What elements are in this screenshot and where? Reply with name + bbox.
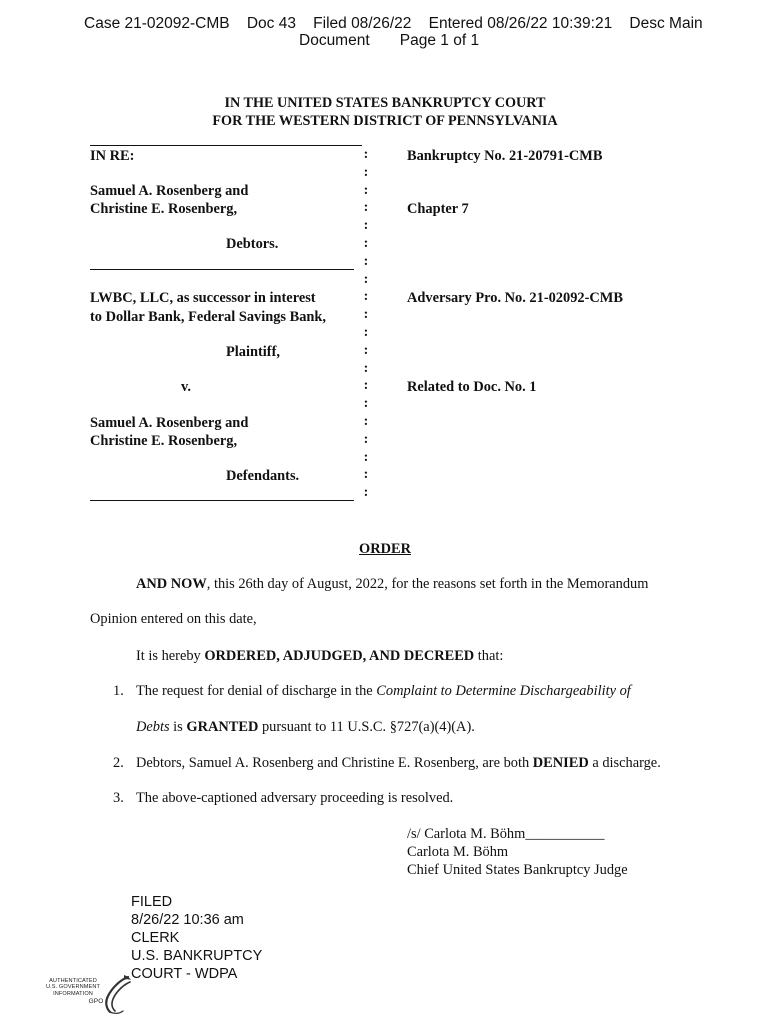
paragraph-2-post: that: xyxy=(474,648,504,664)
seal-gpo-text: GPO xyxy=(88,998,104,1005)
court-title-line2: FOR THE WESTERN DISTRICT OF PENNSYLVANIA xyxy=(212,113,558,129)
related-doc-number: Related to Doc. No. 1 xyxy=(407,379,537,395)
item-2-post: a discharge. xyxy=(588,755,661,771)
caption-in-re: IN RE: xyxy=(90,148,135,164)
paragraph-1-text: , this 26th day of August, 2022, for the reasons set forth in the Memorandum xyxy=(206,576,649,592)
seal-line: U.S. GOVERNMENT xyxy=(45,984,101,991)
filed-stamp-line: COURT - WDPA xyxy=(131,966,238,982)
ordered-adjudged-bold: ORDERED, ADJUDGED, AND DECREED xyxy=(204,648,475,664)
complaint-title-italic: Complaint to Determine Dischargeability of xyxy=(376,683,631,699)
item-1-line2 xyxy=(136,719,475,736)
caption-colon: : xyxy=(363,360,369,376)
filed-stamp-line: FILED xyxy=(131,894,173,910)
caption-colon: : xyxy=(363,378,369,394)
caption-colon: : xyxy=(363,307,369,323)
chapter-label: Chapter 7 xyxy=(407,201,469,217)
caption-colon: : xyxy=(363,253,369,269)
caption-debtors-line1: Samuel A. Rosenberg and xyxy=(90,183,249,199)
item-1-pre: The request for denial of discharge in the xyxy=(136,683,377,699)
judge-name: Carlota M. Böhm xyxy=(407,844,509,860)
order-title: ORDER xyxy=(359,541,411,557)
caption-colon: : xyxy=(363,164,369,180)
caption-versus: v. xyxy=(181,379,191,395)
caption-colon: : xyxy=(363,147,369,162)
paragraph-2-pre: It is hereby xyxy=(136,648,205,664)
filing-header-line1: Case 21-02092-CMB Doc 43 Filed 08/26/22 Entered 08/26/22 10:39:21 Desc Main xyxy=(84,15,703,32)
seal-line: AUTHENTICATED xyxy=(49,978,97,984)
item-2-text xyxy=(136,755,661,772)
caption-colon: : xyxy=(363,396,369,412)
caption-defendants-label: Defendants. xyxy=(226,468,300,484)
item-3-text: The above-captioned adversary proceeding is resolved. xyxy=(136,790,454,806)
caption-colon: : xyxy=(363,342,369,358)
bankruptcy-number: Bankruptcy No. 21-20791-CMB xyxy=(407,148,603,164)
filed-stamp-line: 8/26/22 10:36 am xyxy=(131,912,244,928)
caption-colon: : xyxy=(363,324,369,340)
caption-rule-top xyxy=(90,145,362,146)
order-paragraph-1-line2: Opinion entered on this date, xyxy=(90,611,257,627)
eagle-icon xyxy=(98,974,134,1016)
judge-title: Chief United States Bankruptcy Judge xyxy=(407,862,628,878)
caption-colon: : xyxy=(363,271,369,287)
granted-bold: GRANTED xyxy=(186,719,259,735)
item-2-pre: Debtors, Samuel A. Rosenberg and Christine E. Rosenberg, are both xyxy=(136,755,533,771)
adversary-number: Adversary Pro. No. 21-02092-CMB xyxy=(407,290,623,306)
seal-text xyxy=(42,978,104,997)
item-2-number: 2. xyxy=(113,755,124,771)
caption-defendants-line1: Samuel A. Rosenberg and xyxy=(90,415,249,431)
caption-colon: : xyxy=(363,289,369,305)
caption-colon: : xyxy=(363,485,369,501)
gpo-authentication-seal xyxy=(42,972,134,1018)
caption-colon: : xyxy=(363,200,369,216)
debts-italic: Debts xyxy=(136,719,170,735)
item-1-line1 xyxy=(136,683,631,700)
denied-bold: DENIED xyxy=(532,755,589,771)
caption-colon: : xyxy=(363,431,369,447)
caption-colon: : xyxy=(363,467,369,483)
signature-line: /s/ Carlota M. Böhm___________ xyxy=(407,826,605,842)
caption-plaintiff-line1: LWBC, LLC, as successor in interest xyxy=(90,290,316,306)
item-1-mid: is xyxy=(169,719,187,735)
filed-stamp-line: CLERK xyxy=(131,930,180,946)
caption-debtors-line2: Christine E. Rosenberg, xyxy=(90,201,238,217)
court-title-line1: IN THE UNITED STATES BANKRUPTCY COURT xyxy=(224,95,546,111)
and-now-bold: AND NOW xyxy=(136,576,207,592)
caption-colon-column xyxy=(362,146,370,502)
filing-header-line2: Document Page 1 of 1 xyxy=(299,32,480,49)
seal-line: INFORMATION xyxy=(53,990,93,997)
item-1-post: pursuant to 11 U.S.C. §727(a)(4)(A). xyxy=(258,719,475,735)
order-paragraph-1 xyxy=(136,576,648,593)
caption-colon: : xyxy=(363,218,369,234)
caption-colon: : xyxy=(363,182,369,198)
caption-debtors-label: Debtors. xyxy=(226,236,279,252)
caption-rule-middle xyxy=(90,269,354,270)
caption-plaintiff-label: Plaintiff, xyxy=(226,344,280,360)
caption-colon: : xyxy=(363,235,369,251)
caption-defendants-line2: Christine E. Rosenberg, xyxy=(90,433,238,449)
caption-colon: : xyxy=(363,413,369,429)
filed-stamp xyxy=(131,893,262,983)
filed-stamp-line: U.S. BANKRUPTCY xyxy=(131,948,263,964)
caption-rule-bottom xyxy=(90,500,354,501)
caption-colon: : xyxy=(363,449,369,465)
item-3-number: 3. xyxy=(113,790,124,806)
item-1-number: 1. xyxy=(113,683,124,699)
order-paragraph-2 xyxy=(136,648,503,665)
caption-plaintiff-line2: to Dollar Bank, Federal Savings Bank, xyxy=(90,309,327,325)
